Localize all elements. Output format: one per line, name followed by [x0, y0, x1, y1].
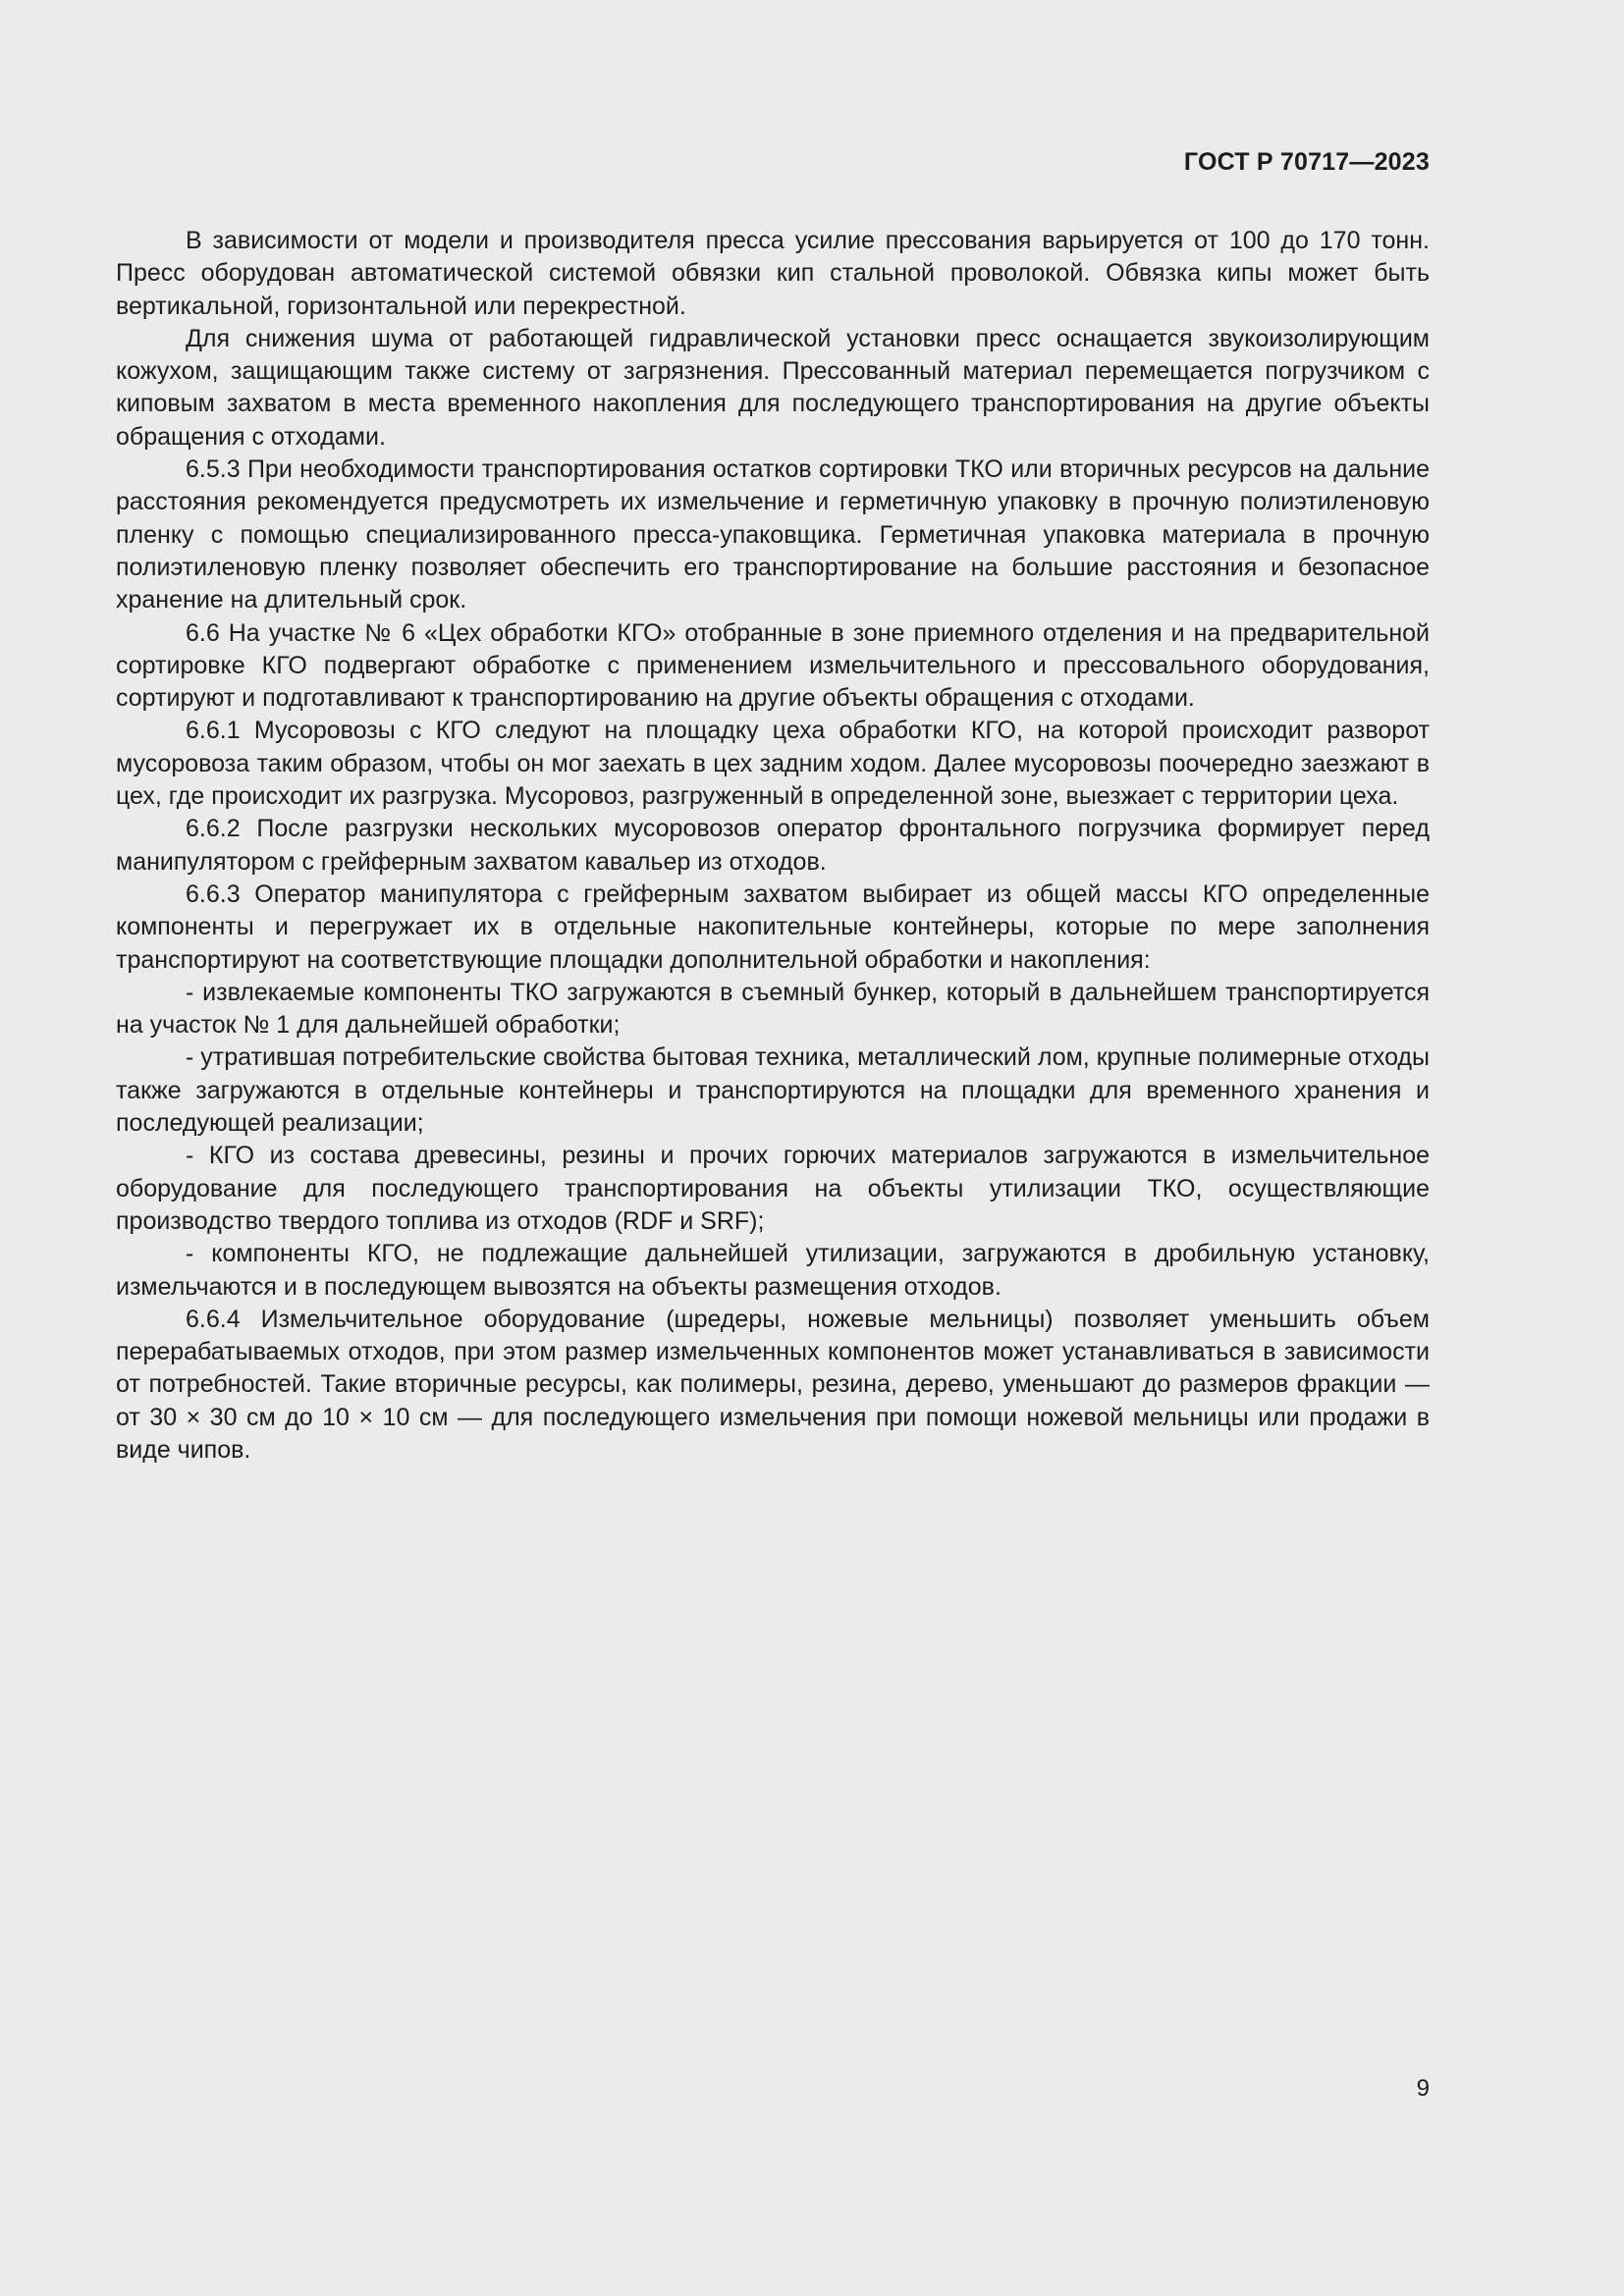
- paragraph-6-6-1: 6.6.1 Мусоровозы с КГО следуют на площадку цеха обработки КГО, на которой происходит разворот мусоровоза таким образом, чтобы он мог заехать в цех задним ходом. Далее мусоровозы поочередно заезжают в цех, где происходит их разгрузка. Мусоровоз, разгруженный в определенной зоне, выезжает с территории цеха.: [116, 717, 1430, 811]
- paragraph-press-force: В зависимости от модели и производителя пресса усилие прессования варьируется от 100 до 170 тонн. Пресс оборудован автоматической системой обвязки кип стальной проволокой. Обвязка кипы может быть вертикальной, горизонтальной или перекрестной.: [116, 227, 1430, 320]
- list-item-appliances-metal: - утратившая потребительские свойства бытовая техника, металлический лом, крупные полимерные отходы также загружаются в отдельные контейнеры и транспортируются на площадки для временного хранения и последующей реализации;: [116, 1043, 1430, 1138]
- list-item-extracted-components: - извлекаемые компоненты ТКО загружаются в съемный бункер, который в дальнейшем транспортируется на участок № 1 для дальнейшей обработки;: [116, 978, 1430, 1040]
- paragraph-6-6-3: 6.6.3 Оператор манипулятора с грейферным захватом выбирает из общей массы КГО определенные компоненты и перегружает их в отдельные накопительные контейнеры, которые по мере заполнения транспортируют на соответствующие площадки дополнительной обработки и накопления:: [116, 880, 1430, 974]
- page-number: 9: [1416, 2075, 1430, 2102]
- list-item-non-recyclable: - компоненты КГО, не подлежащие дальнейшей утилизации, загружаются в дробильную установку, измельчаются и в последующем вывозятся на объекты размещения отходов.: [116, 1240, 1430, 1301]
- paragraph-6-6: 6.6 На участке № 6 «Цех обработки КГО» отобранные в зоне приемного отделения и на предварительной сортировке КГО подвергают обработке с применением измельчительного и прессовального оборудования, сортируют и подготавливают к транспортированию на другие объекты обращения с отходами.: [116, 618, 1430, 713]
- paragraph-6-6-4: 6.6.4 Измельчительное оборудование (шредеры, ножевые мельницы) позволяет уменьшить объем перерабатываемых отходов, при этом размер измельченных компонентов может устанавливаться в зависимости от потребностей. Такие вторичные ресурсы, как полимеры, резина, дерево, уменьшают до размеров фракции — от 30 × 30 см до 10 × 10 см — для последующего измельчения при помощи ножевой мельницы или продажи в виде чипов.: [116, 1305, 1430, 1464]
- document-body: [116, 225, 1430, 1467]
- document-code-header: ГОСТ Р 70717—2023: [1183, 148, 1430, 176]
- list-item-combustible-materials: - КГО из состава древесины, резины и прочих горючих материалов загружаются в измельчительное оборудование для последующего транспортирования на объекты утилизации ТКО, осуществляющие производство твердого топлива из отходов (RDF и SRF);: [116, 1142, 1430, 1235]
- paragraph-noise-reduction: Для снижения шума от работающей гидравлической установки пресс оснащается звукоизолирующим кожухом, защищающим также систему от загрязнения. Прессованный материал перемещается погрузчиком с киповым захватом в места временного накопления для последующего транспортирования на другие объекты обращения с отходами.: [116, 324, 1430, 451]
- paragraph-6-6-2: 6.6.2 После разгрузки нескольких мусоровозов оператор фронтального погрузчика формирует перед манипулятором с грейферным захватом кавальер из отходов.: [116, 815, 1430, 876]
- paragraph-6-5-3: 6.5.3 При необходимости транспортирования остатков сортировки ТКО или вторичных ресурсов на дальние расстояния рекомендуется предусмотреть их измельчение и герметичную упаковку в прочную полиэтиленовую пленку с помощью специализированного пресса-упаковщика. Герметичная упаковка материала в прочную полиэтиленовую пленку позволяет обеспечить его транспортирование на большие расстояния и безопасное хранение на длительный срок.: [116, 455, 1430, 614]
